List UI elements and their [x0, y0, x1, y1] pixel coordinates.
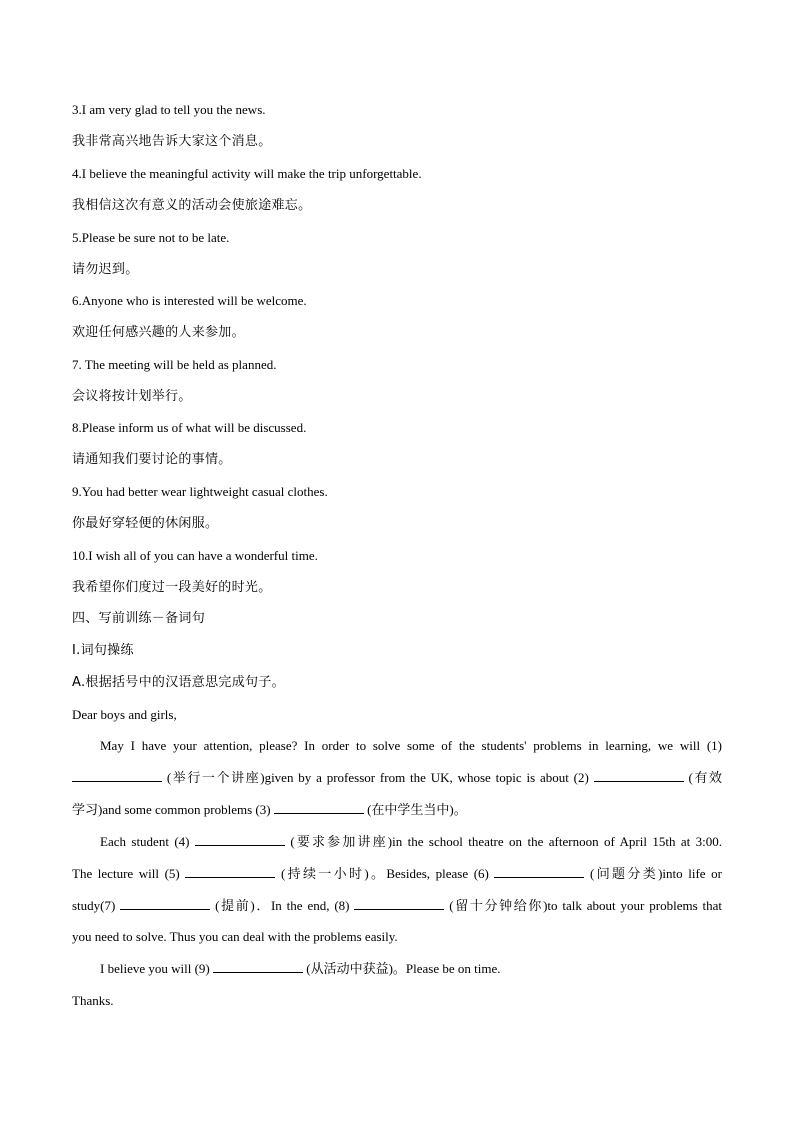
para2-line2-text-b: (持续一小时)。Besides, please (6) — [280, 866, 489, 881]
answer-blank-9[interactable] — [213, 960, 303, 973]
sentence-9-zh: 你最好穿轻便的休闲服。 — [72, 516, 219, 531]
sentence-8-zh: 请通知我们要讨论的事情。 — [72, 452, 232, 467]
para1-line2-text-a: (举行一个讲座)given by a professor from the UK, whose topic is about (2) — [166, 770, 589, 785]
para2-line2-text-a: The lecture will (5) — [72, 866, 180, 881]
sentence-10-en: 10.I wish all of you can have a wonderful time. — [72, 548, 318, 563]
sentence-7-en: 7. The meeting will be held as planned. — [72, 357, 277, 372]
answer-blank-4[interactable] — [195, 833, 285, 846]
para1-line1 — [100, 737, 722, 755]
subsection-title: I.词句操练 — [72, 643, 134, 658]
para1-line3-text-a: 学习)and some common problems (3) — [72, 802, 271, 817]
sentence-3-en: 3.I am very glad to tell you the news. — [72, 102, 266, 117]
para3-text-b: (从活动中获益)。Please be on time. — [306, 961, 501, 976]
answer-blank-6[interactable] — [494, 865, 584, 878]
sentence-9-en: 9.You had better wear lightweight casual clothes. — [72, 484, 328, 499]
sentence-7-zh: 会议将按计划举行。 — [72, 389, 192, 404]
para1-line2 — [72, 769, 722, 787]
sentence-3-zh: 我非常高兴地告诉大家这个消息。 — [72, 134, 272, 149]
para2-line3 — [72, 897, 722, 915]
para2-line3-text-b: (提前)．In the end, (8) — [215, 898, 350, 913]
para2-line1-text-b: (要求参加讲座)in the school theatre on the afternoon of April 15th at 3:00. — [290, 834, 723, 849]
para2-line1-text-a: Each student (4) — [100, 834, 190, 849]
answer-blank-2[interactable] — [594, 769, 684, 782]
letter-closing: Thanks. — [72, 993, 114, 1008]
sentence-5-en: 5.Please be sure not to be late. — [72, 230, 230, 245]
para1-line3 — [72, 801, 722, 819]
sentence-5-zh: 请勿迟到。 — [72, 262, 139, 277]
sentence-4-en: 4.I believe the meaningful activity will make the trip unforgettable. — [72, 166, 422, 181]
para3-text-a: I believe you will (9) — [100, 961, 210, 976]
para2-line3-text-a: study(7) — [72, 898, 116, 913]
answer-blank-7[interactable] — [120, 897, 210, 910]
para2-line4: you need to solve. Thus you can deal with the problems easily. — [72, 929, 398, 944]
sentence-4-zh: 我相信这次有意义的活动会使旅途难忘。 — [72, 198, 312, 213]
sentence-10-zh: 我希望你们度过一段美好的时光。 — [72, 580, 272, 595]
answer-blank-8[interactable] — [354, 897, 444, 910]
para1-line3-text-b: (在中学生当中)。 — [367, 802, 467, 817]
answer-blank-1[interactable] — [72, 769, 162, 782]
para2-line3-text-c: (留十分钟给你)to talk about your problems that — [449, 898, 723, 913]
para2-line2-text-c: (问题分类)into life or — [590, 866, 722, 881]
para2-line2 — [72, 865, 722, 883]
answer-blank-5[interactable] — [185, 865, 275, 878]
sentence-8-en: 8.Please inform us of what will be discussed. — [72, 420, 307, 435]
para1-line2-text-b: (有效 — [688, 770, 723, 785]
task-instruction: A.根据括号中的汉语意思完成句子。 — [72, 675, 285, 690]
sentence-6-zh: 欢迎任何感兴趣的人来参加。 — [72, 325, 245, 340]
para3-line1 — [100, 960, 722, 978]
para1-line1-text: May I have your attention, please? In order to solve some of the students' problems in learning, we will (1) — [100, 738, 722, 753]
answer-blank-3[interactable] — [274, 801, 364, 814]
section-title: 四、写前训练－备词句 — [72, 611, 206, 626]
letter-greeting: Dear boys and girls, — [72, 707, 177, 722]
para2-line1 — [100, 833, 722, 851]
sentence-6-en: 6.Anyone who is interested will be welcome. — [72, 293, 307, 308]
